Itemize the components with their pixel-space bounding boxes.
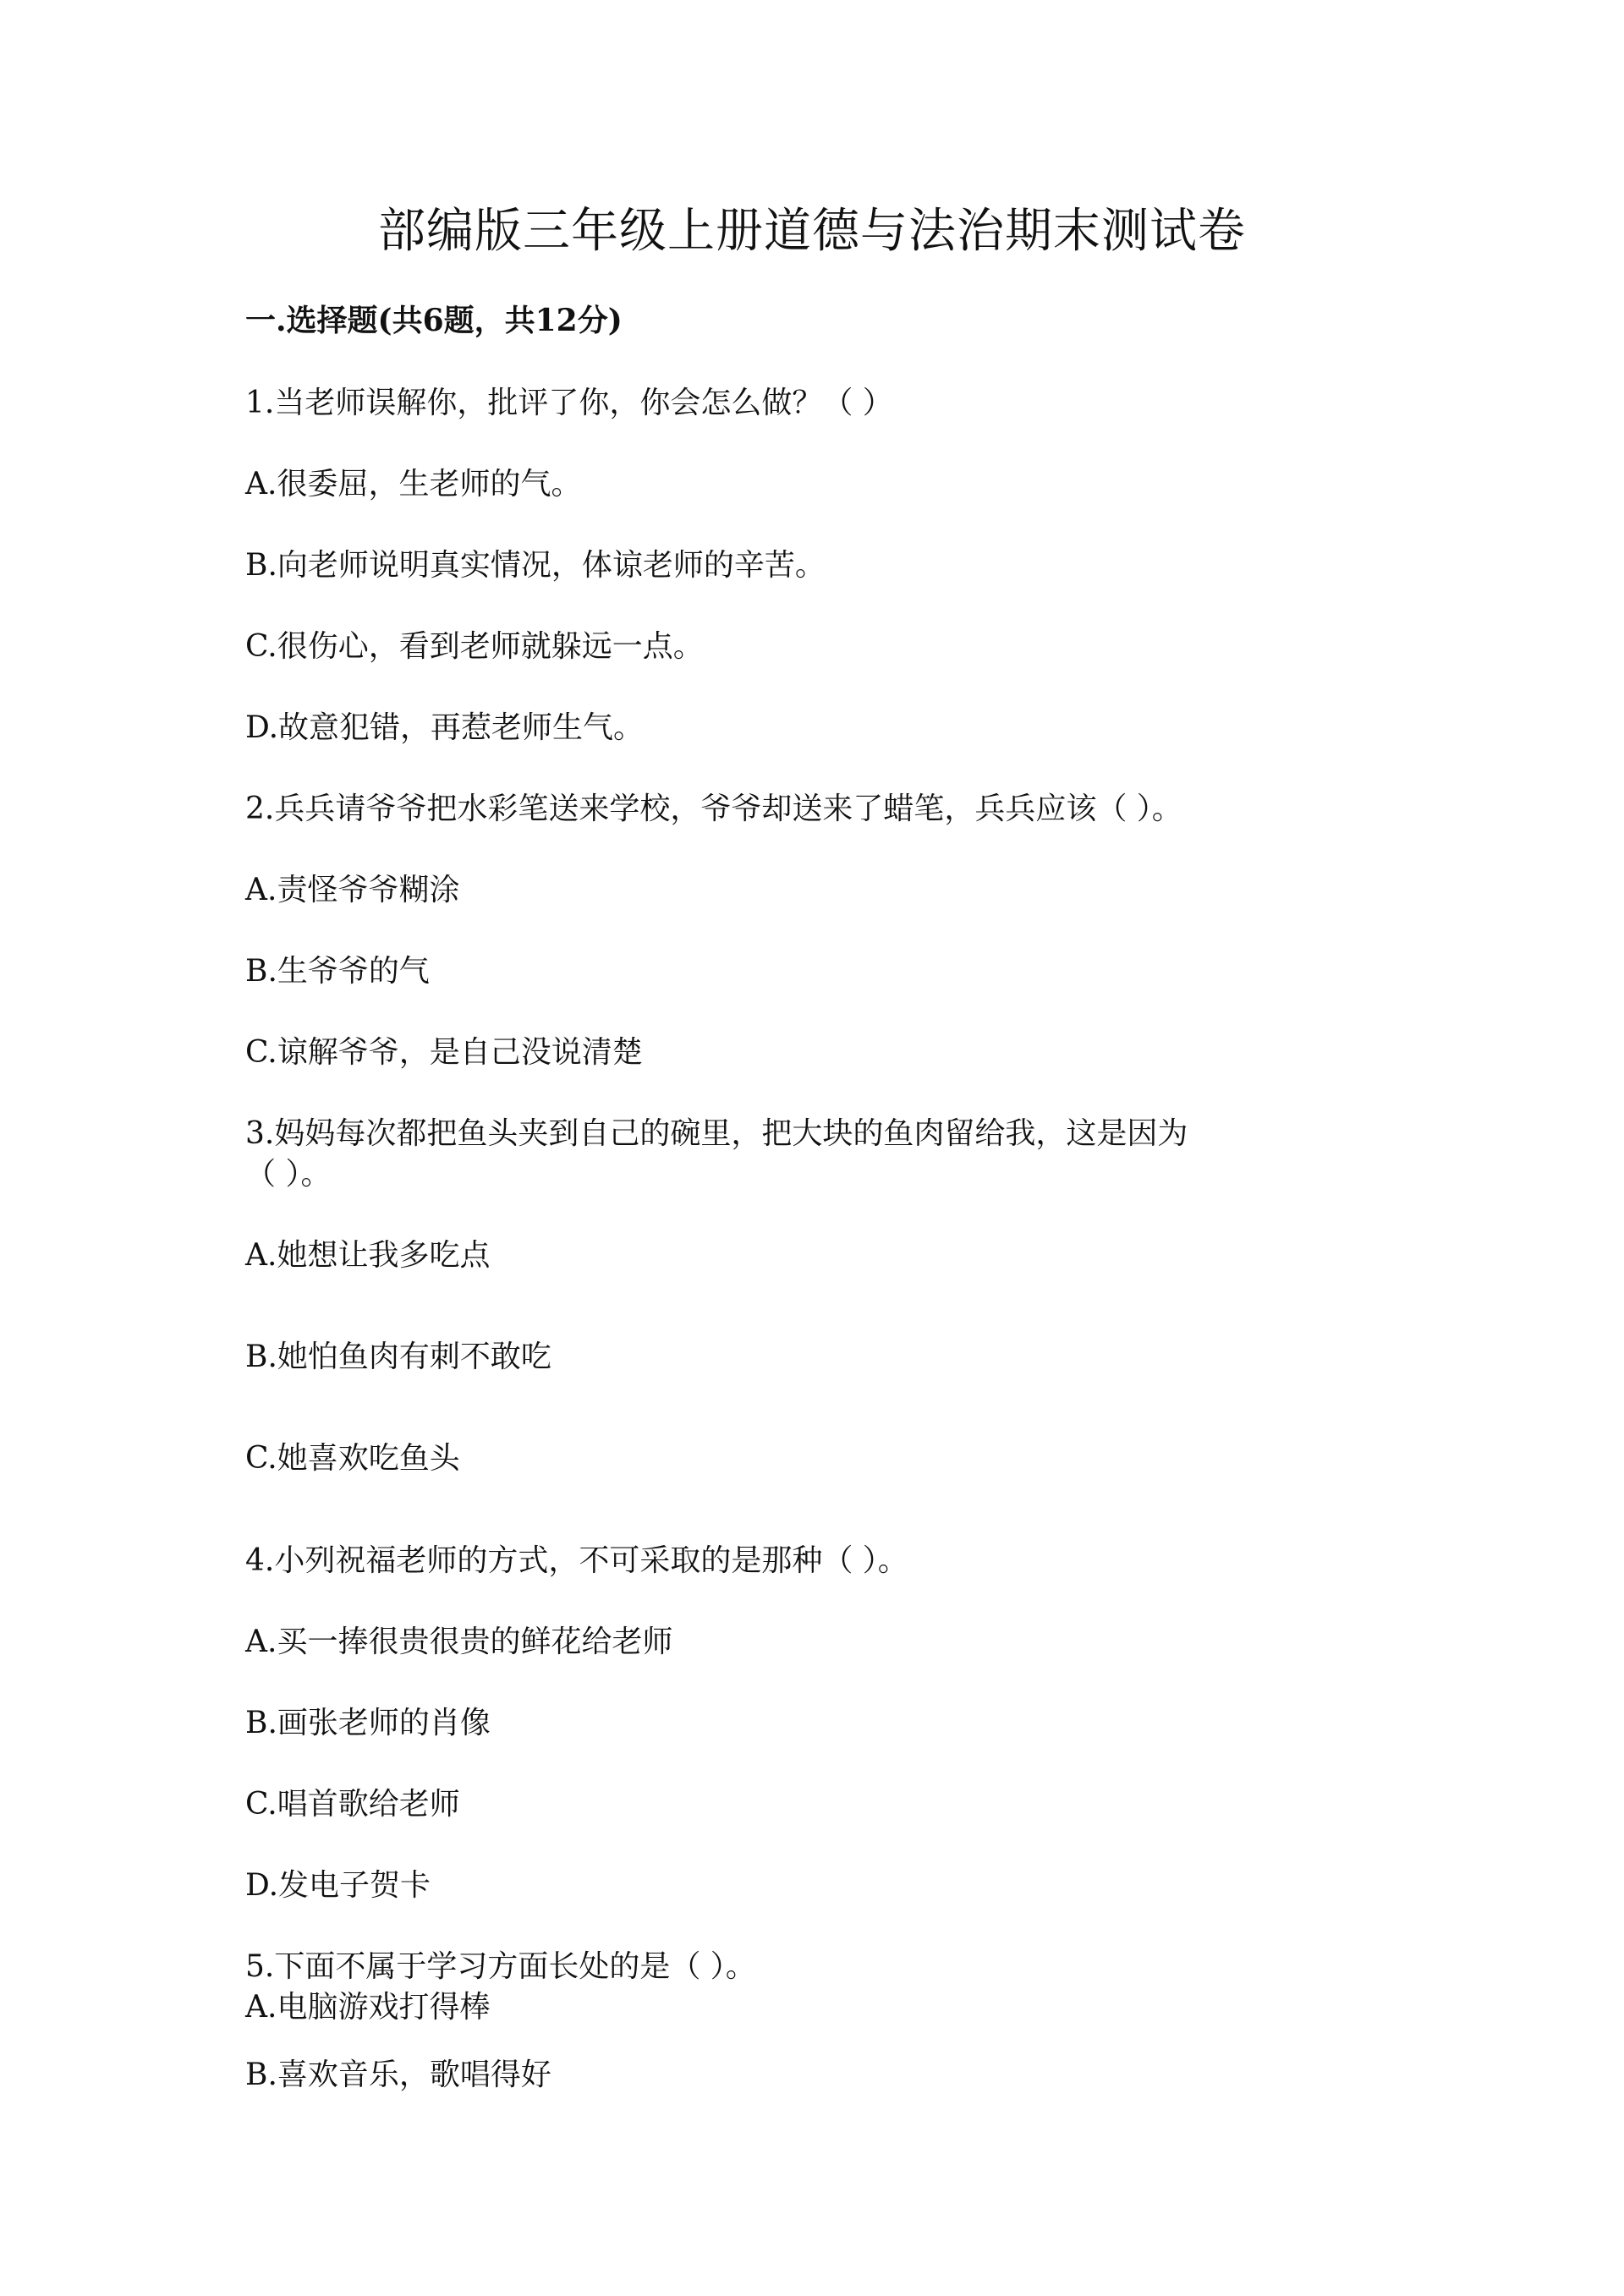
question-4-option-c: C.唱首歌给老师 [245, 1787, 460, 1822]
question-1-option-d: D.故意犯错，再惹老师生气。 [245, 710, 645, 745]
question-2-option-c: C.谅解爷爷，是自己没说清楚 [245, 1035, 643, 1070]
question-2-option-b: B.生爷爷的气 [245, 954, 430, 989]
question-2-option-a: A.责怪爷爷糊涂 [245, 873, 460, 907]
question-5-stem: 5.下面不属于学习方面长处的是（ ）。 [245, 1949, 756, 1984]
question-3-option-b: B.她怕鱼肉有刺不敢吃 [245, 1340, 551, 1374]
question-4-option-a: A.买一捧很贵很贵的鲜花给老师 [245, 1625, 673, 1659]
question-2-stem: 2.兵兵请爷爷把水彩笔送来学校，爷爷却送来了蜡笔，兵兵应该（ ）。 [245, 792, 1182, 826]
question-4-stem: 4.小列祝福老师的方式，不可采取的是那种（ ）。 [245, 1543, 908, 1578]
section-heading: 一.选择题(共6题，共12分) [245, 303, 623, 338]
question-3-stem-continued: （ ）。 [245, 1157, 332, 1192]
page-title: 部编版三年级上册道德与法治期末测试卷 [378, 204, 1246, 259]
question-3-option-c: C.她喜欢吃鱼头 [245, 1441, 460, 1476]
question-1-option-b: B.向老师说明真实情况，体谅老师的辛苦。 [245, 548, 826, 583]
question-3-option-a: A.她想让我多吃点 [245, 1238, 491, 1273]
question-1-option-a: A.很委屈，生老师的气。 [245, 467, 582, 501]
question-1-option-c: C.很伤心，看到老师就躲远一点。 [245, 629, 704, 664]
question-5-option-b: B.喜欢音乐，歌唱得好 [245, 2058, 551, 2092]
question-3-stem: 3.妈妈每次都把鱼头夹到自己的碗里，把大块的鱼肉留给我，这是因为 [245, 1116, 1188, 1151]
question-4-option-d: D.发电子贺卡 [245, 1868, 431, 1903]
question-1-stem: 1.当老师误解你，批评了你，你会怎么做？（ ） [245, 386, 893, 420]
question-4-option-b: B.画张老师的肖像 [245, 1706, 491, 1740]
question-5-option-a: A.电脑游戏打得棒 [245, 1990, 491, 2025]
